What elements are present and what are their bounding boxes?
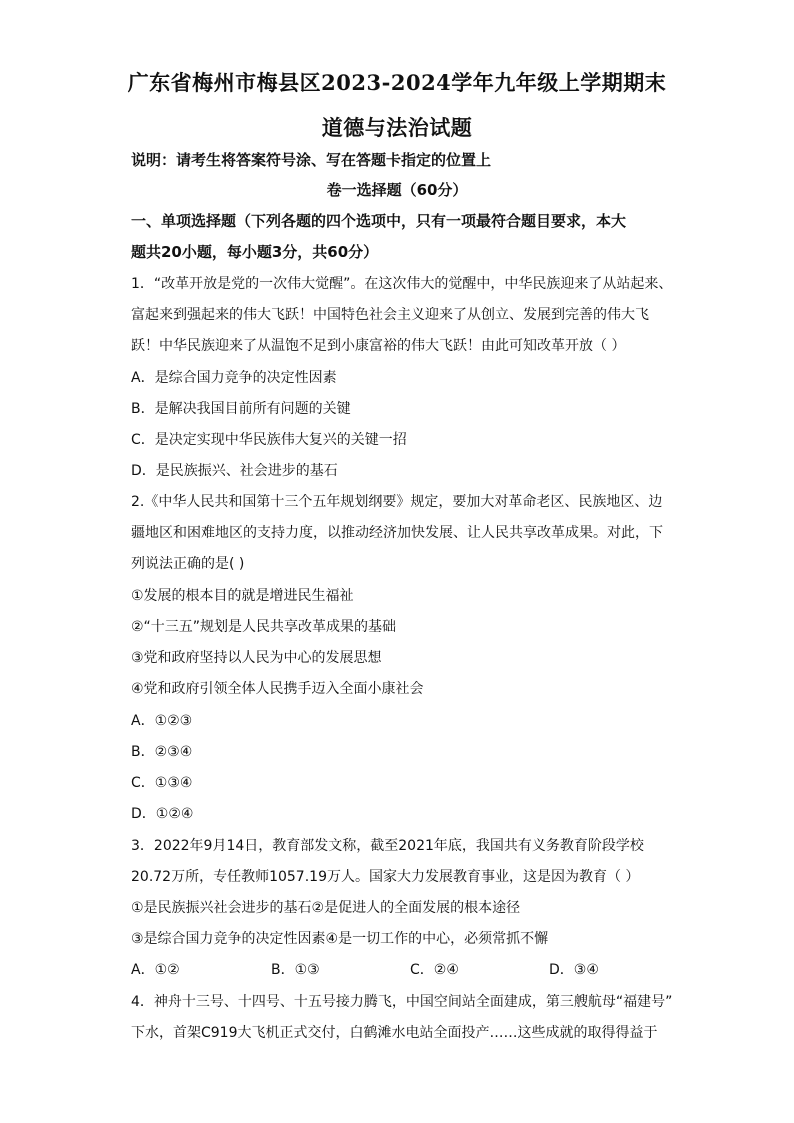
q2-option-c: C．①③④ [131, 775, 193, 791]
q3-option-a: A．①② [131, 962, 180, 978]
volume-title: 卷一选择题（60分） [326, 181, 468, 199]
q2-statement-3: ③党和政府坚持以人民为中心的发展思想 [131, 650, 382, 666]
q2-statement-2: ②“十三五”规划是人民共享改革成果的基础 [131, 619, 397, 635]
q3-statement-3-4: ③是综合国力竞争的决定性因素④是一切工作的中心，必须常抓不懈 [131, 931, 549, 947]
q3-option-b: B．①③ [271, 962, 320, 978]
q1-stem-line1: 1．“改革开放是党的一次伟大觉醒”。在这次伟大的觉醒中，中华民族迎来了从站起来、 [131, 276, 673, 292]
q2-statement-1: ①发展的根本目的就是增进民生福祉 [131, 588, 354, 604]
section-title-line1: 一、单项选择题（下列各题的四个选项中，只有一项最符合题目要求，本大 [131, 212, 627, 230]
q1-option-c: C．是决定实现中华民族伟大复兴的关键一招 [131, 432, 407, 448]
q4-stem-line1: 4．神舟十三号、十四号、十五号接力腾飞，中国空间站全面建成，第三艘航母“福建号” [131, 994, 673, 1010]
q3-stem-line2: 20.72万所，专任教师1057.19万人。国家大力发展教育事业，这是因为教育（ ） [131, 869, 640, 885]
exam-title-line1: 广东省梅州市梅县区2023-2024学年九年级上学期期末 [127, 70, 667, 95]
q2-stem-line3: 列说法正确的是( ) [131, 556, 245, 572]
q1-option-a: A．是综合国力竞争的决定性因素 [131, 370, 337, 386]
q2-option-a: A．①②③ [131, 713, 193, 729]
q2-option-d: D．①②④ [131, 806, 194, 822]
q1-option-d: D．是民族振兴、社会进步的基石 [131, 463, 338, 479]
q3-statement-1-2: ①是民族振兴社会进步的基石②是促进人的全面发展的根本途径 [131, 900, 521, 916]
q2-stem-line1: 2.《中华人民共和国第十三个五年规划纲要》规定，要加大对革命老区、民族地区、边 [131, 494, 663, 510]
q2-stem-line2: 疆地区和困难地区的支持力度，以推动经济加快发展、让人民共享改革成果。对此，下 [131, 525, 663, 541]
q1-stem-line3: 跃！中华民族迎来了从温饱不足到小康富裕的伟大飞跃！由此可知改革开放（ ） [131, 338, 626, 354]
q1-stem-line2: 富起来到强起来的伟大飞跃！中国特色社会主义迎来了从创立、发展到完善的伟大飞 [131, 307, 649, 323]
q2-option-b: B．②③④ [131, 744, 193, 760]
section-title-line2: 题共20小题，每小题3分，共60分） [131, 243, 379, 261]
exam-title-line2: 道德与法治试题 [321, 115, 473, 140]
q1-option-b: B．是解决我国目前所有问题的关键 [131, 401, 351, 417]
q3-stem-line1: 3．2022年9月14日，教育部发文称，截至2021年底，我国共有义务教育阶段学校 [131, 838, 644, 854]
q3-option-d: D．③④ [549, 962, 599, 978]
q4-stem-line2: 下水，首架C919大飞机正式交付，白鹤滩水电站全面投产……这些成就的取得得益于 [131, 1025, 658, 1041]
q2-statement-4: ④党和政府引领全体人民携手迈入全面小康社会 [131, 681, 424, 697]
q3-option-c: C．②④ [410, 962, 459, 978]
instructions: 说明：请考生将答案符号涂、写在答题卡指定的位置上 [131, 151, 492, 169]
